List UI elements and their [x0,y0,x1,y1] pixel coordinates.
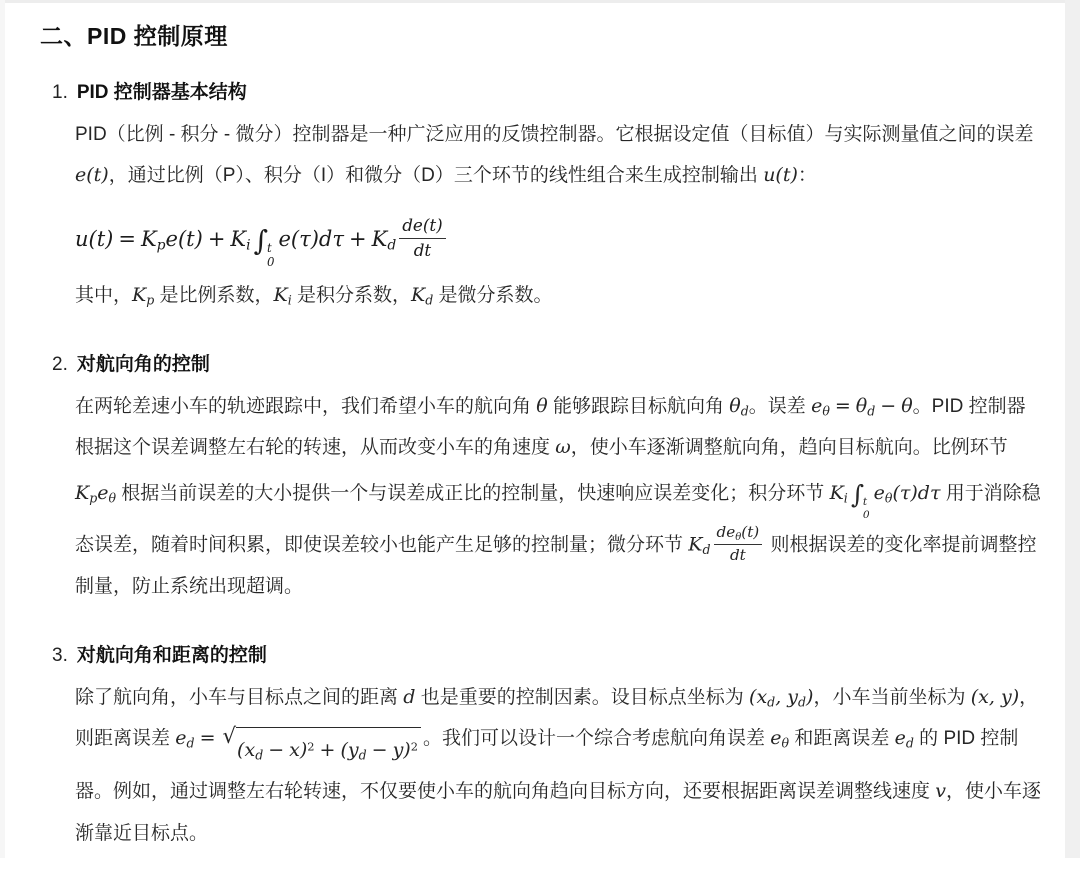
math-token: e [873,482,885,505]
text-run: 的 PID 控制器。例如，通过调整左右轮转速，不仅要使小车的航向角趋向目标方向，还要根据距离误差调整线速度 [75,728,1019,803]
math-token: y [787,685,799,708]
math-subscript: θ [822,403,830,419]
math-superscript: 2 [410,739,418,754]
math-subscript: d [186,735,195,751]
text-run: 也是重要的控制因素。设目标点坐标为 [415,686,750,708]
math-token: ) [403,739,411,762]
text-run: 除了航向角，小车与目标点之间的距离 [75,686,404,708]
section-3 [40,640,1042,855]
math-error-function: e(t) [75,164,109,187]
text-run: 在两轮差速小车的轨迹跟踪中，我们希望小车的航向角 [75,395,537,417]
math-token: ( [237,739,245,762]
section-2 [40,349,1041,608]
math-subscript: d [740,403,749,419]
page-edge-right [1065,0,1080,858]
math-subscript: d [767,694,776,710]
section-heading-text: 对航向角的控制 [76,353,210,375]
pid-equation [75,215,1028,269]
math-subscript: d [425,292,434,308]
math-token: e(τ)dτ [278,226,344,251]
text-run: 是比例系数， [154,285,274,307]
math-token: K [230,226,247,251]
text-run: 。PID 控制器根据这个误差调整左右轮的转速，从而改变小车的角速度 [75,395,1026,459]
math-linear-velocity: v [935,780,947,803]
text-run: ，则距离误差 [75,686,1039,750]
math-token: ( [340,739,348,762]
text-run: 则根据误差的变化率提前调整控制量，防止系统出现超调。 [75,534,1037,598]
text-run: ，使小车逐渐调整航向角，趋向目标航向。比例环节 [570,437,1008,459]
section-1 [40,77,1034,317]
math-token: e [175,727,187,750]
math-distance: d [403,685,416,708]
math-token: K [273,284,288,307]
math-subscript: d [358,747,367,763]
text-run: PID（比例 - 积分 - 微分）控制器是一种广泛应用的反馈控制器。它根据设定值（目标值）与实际测量值之间的误差 [75,124,1034,145]
sqrt-radical [222,724,420,771]
integral-lower: 0 [267,255,275,270]
math-subscript: i [287,292,292,308]
math-token: K [688,533,703,556]
derivative-fraction [714,523,763,566]
math-subscript: d [867,403,876,419]
integral-sign: ∫ [253,223,269,257]
math-token: θ [729,394,741,417]
math-token: (τ)dτ [892,482,941,505]
math-subscript: θ [884,490,893,506]
math-token: θ [901,394,913,417]
text-run: 用于消除稳态误差，随着时间积累，即使误差较小也能产生足够的控制量；微分环节 [75,483,1041,556]
math-control-output: u(t) [763,164,798,187]
paragraph-distance-control [75,677,1043,855]
text-run: ，小车当前坐标为 [813,686,971,708]
math-subscript: d [905,735,914,751]
math-operator: − [371,739,388,762]
math-angular-velocity: ω [555,436,571,459]
math-operator: + [319,739,336,762]
section-heading-text: PID 控制器基本结构 [76,82,247,103]
math-token: K [829,482,844,505]
section-3-heading [52,640,1028,667]
math-subscript: d [798,694,807,710]
math-token: K [140,226,157,251]
integral-limits [863,496,870,522]
radicand [236,727,421,771]
math-token: x [289,739,300,762]
math-token: K [411,284,426,307]
text-run: ，使小车逐渐靠近目标点。 [75,781,1042,844]
radical-sign: √ [222,724,237,750]
math-subscript: d [702,542,711,558]
section-number: 2. [52,353,68,375]
math-token: ) [806,685,814,708]
math-operator: = [199,727,216,750]
text-run: 根据当前误差的大小提供一个与误差成正比的控制量，快速响应误差变化；积分环节 [116,483,830,505]
math-subscript: i [843,490,848,506]
math-subscript: d [255,747,264,763]
fraction-denominator: dt [729,545,746,564]
math-subscript: p [146,292,155,308]
paragraph-heading-control [75,386,1043,608]
coefficient-note [75,275,1043,316]
math-heading-angle: θ [536,394,548,417]
integral-limits [267,241,274,269]
math-token: u(t) [75,226,114,251]
math-subscript: i [246,237,251,254]
math-operator: + [349,226,367,251]
math-token: K [75,482,90,505]
math-subscript: θ [781,735,790,751]
integral-upper: t [267,241,272,256]
text-run: 其中， [75,285,133,307]
math-subscript: θ [108,490,117,506]
integral-sign: ∫ [850,480,864,510]
math-subscript: θ [735,531,742,543]
integral-lower: 0 [862,508,870,522]
section-1-heading [52,77,1028,104]
math-token: e [894,727,906,750]
math-operator: − [880,394,897,417]
math-superscript: 2 [307,739,315,754]
math-token: x [756,685,768,708]
integral-upper: t [862,495,868,509]
section-heading-text: 对航向角和距离的控制 [76,644,267,666]
math-subscript: d [387,237,397,254]
doc-title: 二、PID 控制原理 [40,23,228,49]
page-edge-top [0,0,1080,3]
math-token: K [371,226,388,251]
text-run: 。我们可以设计一个综合考虑航向角误差 [422,728,771,750]
math-operator: = [118,226,136,251]
fraction-numerator: de(t) [399,215,446,239]
section-2-heading [52,349,1028,376]
math-token: y [392,739,404,762]
math-token: ( [749,685,757,708]
math-subscript: p [156,237,166,254]
text-run: ： [797,165,817,187]
math-token: e [770,727,782,750]
math-operator: = [834,394,851,417]
text-run: 能够跟踪目标航向角 [547,395,730,417]
paragraph-pid-intro [75,114,1043,197]
text-run: 是积分系数， [291,285,412,307]
math-token: θ [855,394,868,417]
section-number: 3. [52,644,68,666]
math-token: ) [299,739,308,762]
math-token: K [132,284,147,307]
math-token: e(t) [165,226,203,251]
text-run: ，通过比例（P）、积分（I）和微分（D）三个环节的线性组合来生成控制输出 [108,165,764,187]
math-current-coords: (x, y) [970,685,1020,708]
derivative-fraction [399,215,446,262]
math-token: y [347,739,359,762]
text-run: 和距离误差 [789,728,895,750]
text-run: 是微分系数。 [433,285,553,307]
page-edge-left [0,0,5,858]
fraction-denominator: dt [413,239,432,260]
math-token: , [775,685,788,708]
fraction-numerator [714,523,763,545]
text-run: 。误差 [748,395,812,417]
math-token: de [716,523,736,542]
math-token: x [244,739,256,762]
math-subscript: p [89,490,98,506]
math-operator: − [268,739,285,762]
math-token: (t) [741,523,760,542]
math-token: e [97,482,109,505]
math-operator: + [207,226,226,251]
section-number: 1. [52,82,68,103]
math-token: e [811,394,823,417]
